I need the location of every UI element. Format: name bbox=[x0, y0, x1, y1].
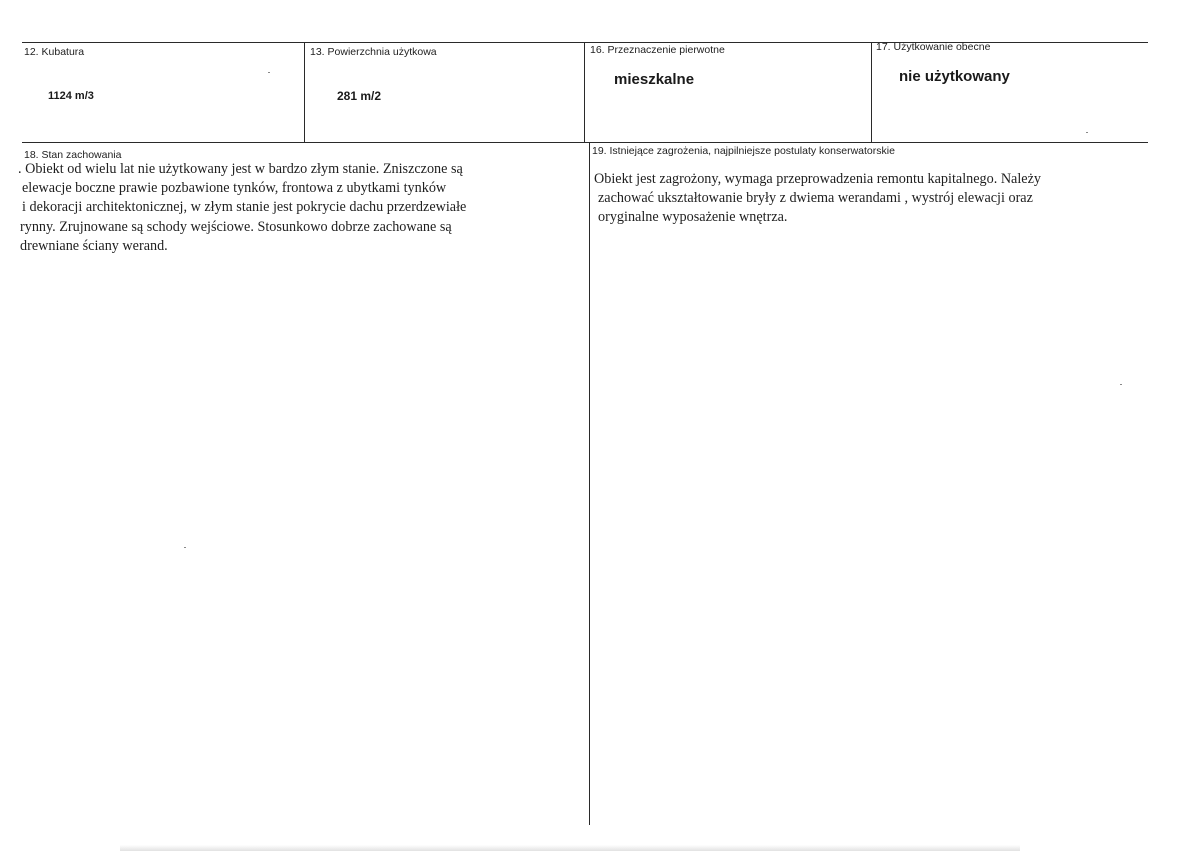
field-19-label: 19. Istniejące zagrożenia, najpilniejsze postulaty konserwatorskie bbox=[592, 145, 895, 157]
field-18-line: drewniane ściany werand. bbox=[20, 237, 168, 254]
center-divider bbox=[584, 42, 585, 143]
field-18-label: 18. Stan zachowania bbox=[24, 149, 122, 161]
field-17-value: nie użytkowany bbox=[899, 68, 1010, 85]
field-12-value: 1124 m/3 bbox=[48, 90, 94, 102]
field-13-label: 13. Powierzchnia użytkowa bbox=[310, 46, 437, 58]
field-18-line: . Obiekt od wielu lat nie użytkowany jest w bardzo złym stanie. Zniszczone są bbox=[18, 161, 463, 177]
scan-speck bbox=[1086, 132, 1088, 133]
scan-speck bbox=[184, 547, 186, 548]
middle-border-line bbox=[22, 142, 1148, 143]
field-18-line: elewacje boczne prawie pozbawione tynków, frontowa z ubytkami tynków bbox=[22, 180, 447, 197]
field-18-text bbox=[18, 160, 466, 256]
field-18-line: rynny. Zrujnowane są schody wejściowe. Stosunkowo dobrze zachowane są bbox=[20, 218, 452, 235]
field-13-value: 281 m/2 bbox=[337, 89, 382, 103]
field-19-line: zachować ukształtowanie bryły z dwiema werandami , wystrój elewacji oraz bbox=[598, 190, 1033, 207]
field-19-line: Obiekt jest zagrożony, wymaga przeprowadzenia remontu kapitalnego. Należy bbox=[594, 171, 1041, 187]
field-16-value: mieszkalne bbox=[614, 71, 695, 88]
field-17-label: 17. Użytkowanie obecne bbox=[876, 41, 991, 53]
center-divider-lower bbox=[589, 142, 590, 825]
scan-speck bbox=[1120, 384, 1122, 385]
divider-12-13 bbox=[304, 42, 305, 143]
field-16-label: 16. Przeznaczenie pierwotne bbox=[590, 44, 725, 56]
scan-edge-shadow bbox=[120, 845, 1020, 851]
scan-speck bbox=[268, 72, 270, 73]
divider-16-17 bbox=[871, 42, 872, 143]
field-18-line: i dekoracji architektonicznej, w złym stanie jest pokrycie dachu przerdzewiałe bbox=[22, 199, 467, 216]
field-19-line: oryginalne wyposażenie wnętrza. bbox=[598, 209, 788, 226]
field-12-label: 12. Kubatura bbox=[24, 46, 85, 58]
field-19-text bbox=[594, 170, 1041, 228]
